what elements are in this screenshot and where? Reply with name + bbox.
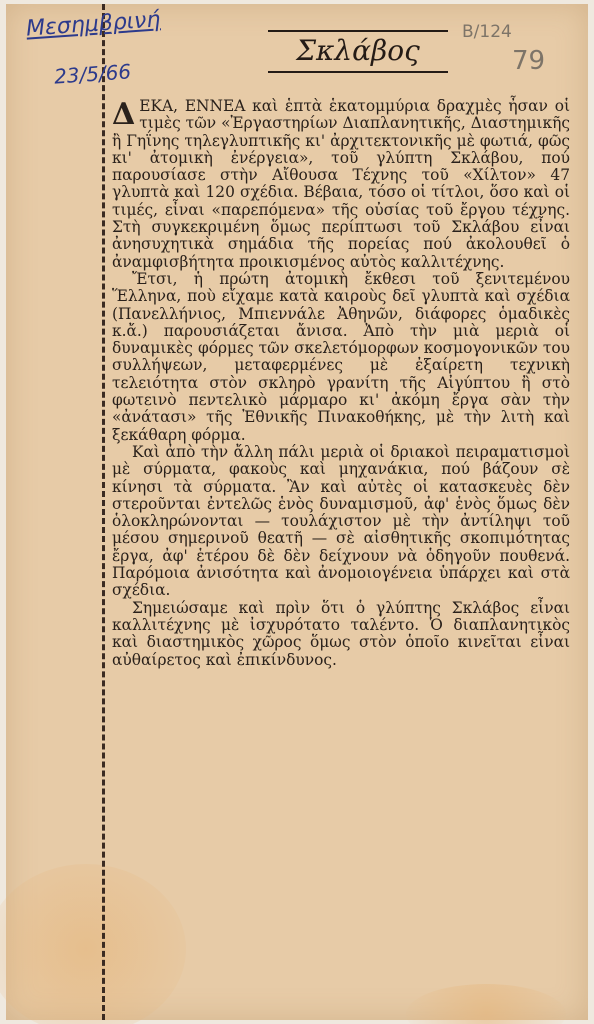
article-paragraph: Σημειώσαμε καὶ πρὶν ὅτι ὁ γλύπτης Σκλάβος εἶναι καλλιτέχνης μὲ ἰσχυρότατο ταλέντο. Ὁ διαπλανητικὸς καὶ διαστημικὸς χῶρος ὅμως στὸν ὁποῖο κινεῖται εἶναι αὐθαίρετος καὶ ἐπικίνδυνος. [112, 598, 570, 669]
paper-stain [0, 864, 186, 1024]
pencil-page-number: 79 [512, 46, 546, 76]
article-paragraph: Καὶ ἀπὸ τὴν ἄλλη πάλι μεριὰ οἱ δριακοὶ πειραματισμοὶ μὲ σύρματα, φακοὺς καὶ μηχανάκια, πού βάζουν σὲ κίνησι τὰ σύρματα. Ἂν καὶ αὐτὲς οἱ κατασκευὲς δὲν στεροῦνται ἐντελῶς ἑνὸς δυναμισμοῦ, ἀφ' ἑνὸς ὅμως δὲν ὁλοκληρώνονται — τουλάχιστον μὲ τὴν ἀντίληψι τοῦ μέσου σημερινοῦ θεατῆ — σὲ αἰσθητικῆς σκοπιμότητας ἔργα, ἀφ' ἑτέρου δὲ δὲν δείχνουν νὰ ὁδηγοῦν πουθενά. Παρόμοια ἀνισότητα καὶ ἀνομοιογένεια ὑπάρχει καὶ στὰ σχέδια. [112, 442, 570, 600]
handwritten-newspaper-name: Μεσημβρινή [25, 7, 162, 42]
pencil-archive-code: Β/124 [462, 22, 512, 42]
article-paragraph-text: ΕΚΑ, ΕΝΝΕΑ καὶ ἑπτὰ ἑκατομμύρια δραχμὲς ἦσαν οἱ τιμὲς τῶν «Ἐργαστηρίων Διαπλανητικῆς, Διαστημικῆς ἢ Γηΐνης τηλεγλυπτικῆς κι' ἀρχιτεκτονικῆς μὲ φωτιά, φῶς κι' ἀτομικὴ ἐνέργεια», τοῦ γλύπτη Σκλάβου, πού παρουσίασε στὴν Αἴθουσα Τέχνης τοῦ «Χίλτον» 47 γλυπτὰ καὶ 120 σχέδια. Βέβαια, τόσο οἱ τίτλοι, ὅσο καὶ οἱ τιμές, εἶναι «παρεπόμενα» τῆς οὐσίας τοῦ ἔργου τέχνης. Στὴ συγκεκριμένη ὅμως περίπτωσι τοῦ Σκλάβου εἶναι ἀνησυχητικὰ σημάδια τῆς πορείας πού ἀκολουθεῖ ὁ ἀναμφισβήτητα προικισμένος αὐτὸς καλλιτέχνης. [112, 97, 570, 271]
handwritten-date: 23/5/66 [53, 59, 132, 89]
article-body [112, 98, 570, 669]
article-paragraph: Ἔτσι, ἡ πρώτη ἀτομικὴ ἔκθεσι τοῦ ξενιτεμένου Ἕλληνα, ποὺ εἴχαμε κατὰ καιροὺς δεῖ γλυπτὰ καὶ σχέδια (Πανελλήνιος, Μπιεννάλε Ἀθηνῶν, διάφορες ὁμαδικὲς κ.ἄ.) παρουσιάζεται ἄνισα. Ἀπὸ τὴν μιὰ μεριὰ οἱ δυναμικὲς φόρμες τῶν σκελετόμορφων κοσμογονικῶν του συλλήψεων, μεταφερμένες μὲ ἐξαίρετη τεχνικὴ τελειότητα στὸν σκληρὸ γρανίτη τῆς Αἰγύπτου ἢ στὸ φωτεινὸ πεντελικὸ μάρμαρο κι' ἀκόμη ἔργα σὰν τὴν «ἀνάτασι» τῆς Ἐθνικῆς Πινακοθήκης, μὲ τὴν λιτὴ καὶ ξεκάθαρη φόρμα. [112, 269, 570, 444]
article-paragraph [112, 98, 570, 271]
margin-fold-line [102, 4, 105, 1020]
article-headline: Σκλάβος [268, 30, 448, 73]
drop-cap: Δ [112, 97, 136, 132]
paper-stain [406, 984, 566, 1024]
